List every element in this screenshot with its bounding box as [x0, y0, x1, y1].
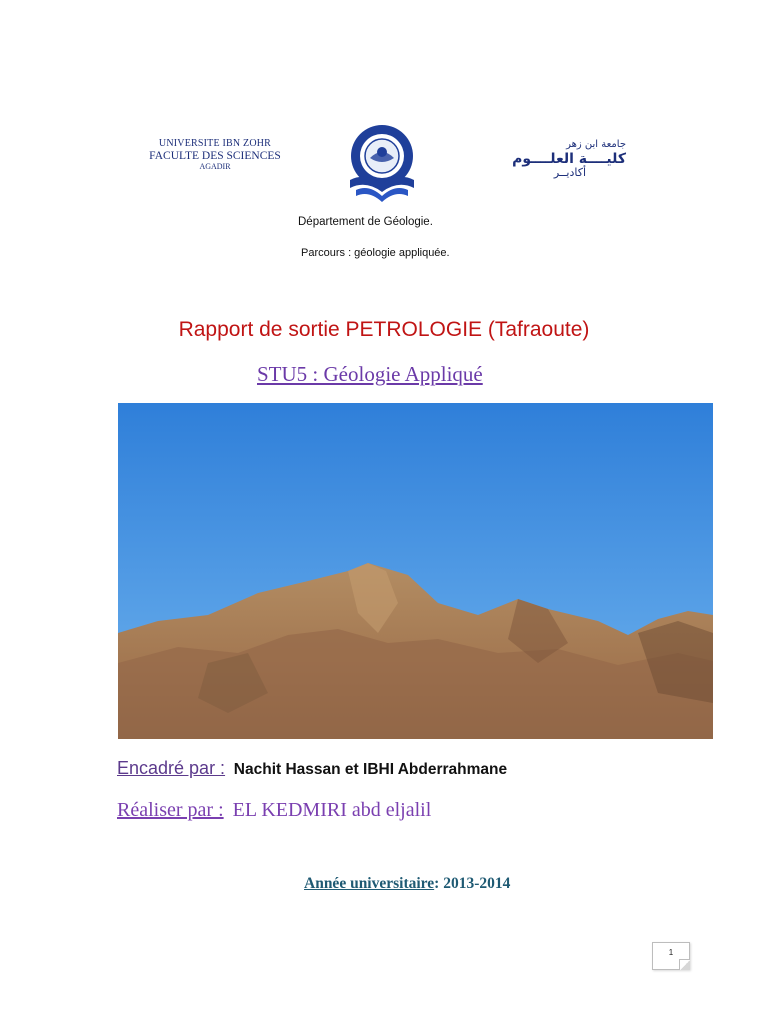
city-name-fr: AGADIR — [199, 161, 231, 171]
academic-year-line — [304, 875, 510, 893]
supervisors-label: Encadré par : — [117, 758, 226, 778]
mountain-photo — [118, 403, 713, 739]
supervisors-line — [117, 758, 507, 779]
university-ar-logo — [486, 139, 626, 179]
page-number-box — [652, 942, 690, 970]
university-fr-logo — [140, 139, 290, 171]
faculty-name-fr: FACULTE DES SCIENCES — [149, 149, 281, 162]
department-line: Département de Géologie. — [298, 216, 433, 228]
university-name-fr: UNIVERSITE IBN ZOHR — [158, 138, 272, 149]
report-title: Rapport de sortie PETROLOGIE (Tafraoute) — [178, 318, 590, 341]
faculty-name-ar: كليــــة العلــــوم — [512, 150, 626, 167]
author-label: Réaliser par : — [117, 799, 224, 821]
parcours-line: Parcours : géologie appliquée. — [301, 247, 450, 259]
report-subtitle: STU5 : Géologie Appliqué — [257, 362, 483, 386]
page-number: 1 — [668, 948, 674, 957]
author-value: EL KEDMIRI abd eljalil — [232, 799, 432, 821]
city-name-ar: أكاديــر — [553, 165, 586, 179]
supervisors-value: Nachit Hassan et IBHI Abderrahmane — [233, 761, 508, 778]
author-line — [117, 799, 431, 822]
academic-year-value: : 2013-2014 — [434, 875, 511, 892]
university-name-ar: جامعة ابن زهر — [566, 139, 626, 150]
academic-year-label: Année universitaire — [304, 875, 435, 892]
faculty-emblem-icon — [340, 122, 424, 210]
page-fold-icon — [679, 959, 690, 970]
